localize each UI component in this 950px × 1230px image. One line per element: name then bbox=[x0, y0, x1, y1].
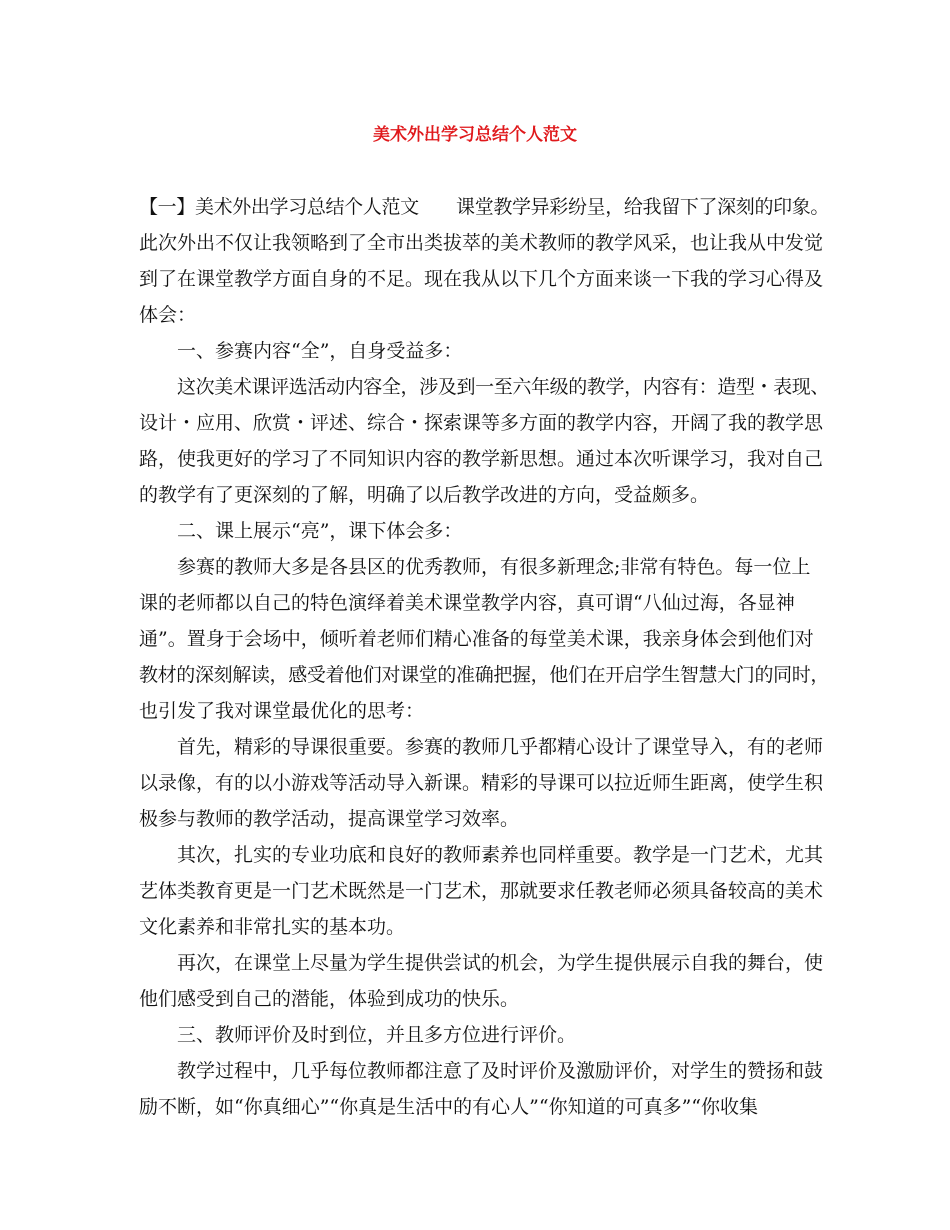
text-line: 也引发了我对课堂最优化的思考： bbox=[139, 700, 425, 722]
text-line: 路，使我更好的学习了不同知识内容的教学新思想。通过本次听课学习，我对自己 bbox=[139, 448, 824, 470]
text-line: 教学过程中，几乎每位教师都注意了及时评价及激励评价，对学生的赞扬和鼓 bbox=[177, 1060, 824, 1082]
document-body bbox=[139, 189, 829, 1125]
text-line: 首先，精彩的导课很重要。参赛的教师几乎都精心设计了课堂导入，有的老师 bbox=[177, 736, 824, 758]
text-line: 二、课上展示“亮”，课下体会多： bbox=[177, 520, 463, 542]
text-line: 通”。置身于会场中，倾听着老师们精心准备的每堂美术课，我亲身体会到他们对 bbox=[139, 628, 814, 650]
page-title: 美术外出学习总结个人范文 bbox=[373, 125, 577, 145]
text-line: 励不断，如“你真细心”“你真是生活中的有心人”“你知道的可真多”“你收集 bbox=[139, 1096, 758, 1118]
text-line: 以录像，有的以小游戏等活动导入新课。精彩的导课可以拉近师生距离，使学生积 bbox=[139, 772, 824, 794]
text-line: 文化素养和非常扎实的基本功。 bbox=[139, 916, 406, 938]
text-line: 再次，在课堂上尽量为学生提供尝试的机会，为学生提供展示自我的舞台，使 bbox=[177, 952, 824, 974]
text-line: 【一】美术外出学习总结个人范文 课堂教学异彩纷呈，给我留下了深刻的印象。 bbox=[139, 196, 830, 218]
text-line: 其次，扎实的专业功底和良好的教师素养也同样重要。教学是一门艺术，尤其 bbox=[177, 844, 824, 866]
text-line: 课的老师都以自己的特色演绎着美术课堂教学内容，真可谓“八仙过海，各显神 bbox=[139, 592, 795, 614]
text-line: 体会： bbox=[139, 304, 197, 326]
text-line: 的教学有了更深刻的了解，明确了以后教学改进的方向，受益颇多。 bbox=[139, 484, 710, 506]
text-line: 参赛的教师大多是各县区的优秀教师，有很多新理念;非常有特色。每一位上 bbox=[177, 556, 811, 578]
text-line: 一、参赛内容“全”，自身受益多： bbox=[177, 340, 463, 362]
text-line: 到了在课堂教学方面自身的不足。现在我从以下几个方面来谈一下我的学习心得及 bbox=[139, 268, 824, 290]
text-line: 极参与教师的教学活动，提高课堂学习效率。 bbox=[139, 808, 520, 830]
text-line: 设计・应用、欣赏・评述、综合・探索课等多方面的教学内容，开阔了我的教学思 bbox=[139, 412, 824, 434]
text-line: 这次美术课评选活动内容全，涉及到一至六年级的教学，内容有：造型・表现、 bbox=[177, 376, 830, 398]
text-line: 艺体类教育更是一门艺术既然是一门艺术，那就要求任教老师必须具备较高的美术 bbox=[139, 880, 824, 902]
text-line: 三、教师评价及时到位，并且多方位进行评价。 bbox=[177, 1024, 577, 1046]
text-line: 教材的深刻解读，感受着他们对课堂的准确把握，他们在开启学生智慧大门的同时， bbox=[139, 664, 830, 686]
text-line: 此次外出不仅让我领略到了全市出类拔萃的美术教师的教学风采，也让我从中发觉 bbox=[139, 232, 824, 254]
text-line: 他们感受到自己的潜能，体验到成功的快乐。 bbox=[139, 988, 520, 1010]
